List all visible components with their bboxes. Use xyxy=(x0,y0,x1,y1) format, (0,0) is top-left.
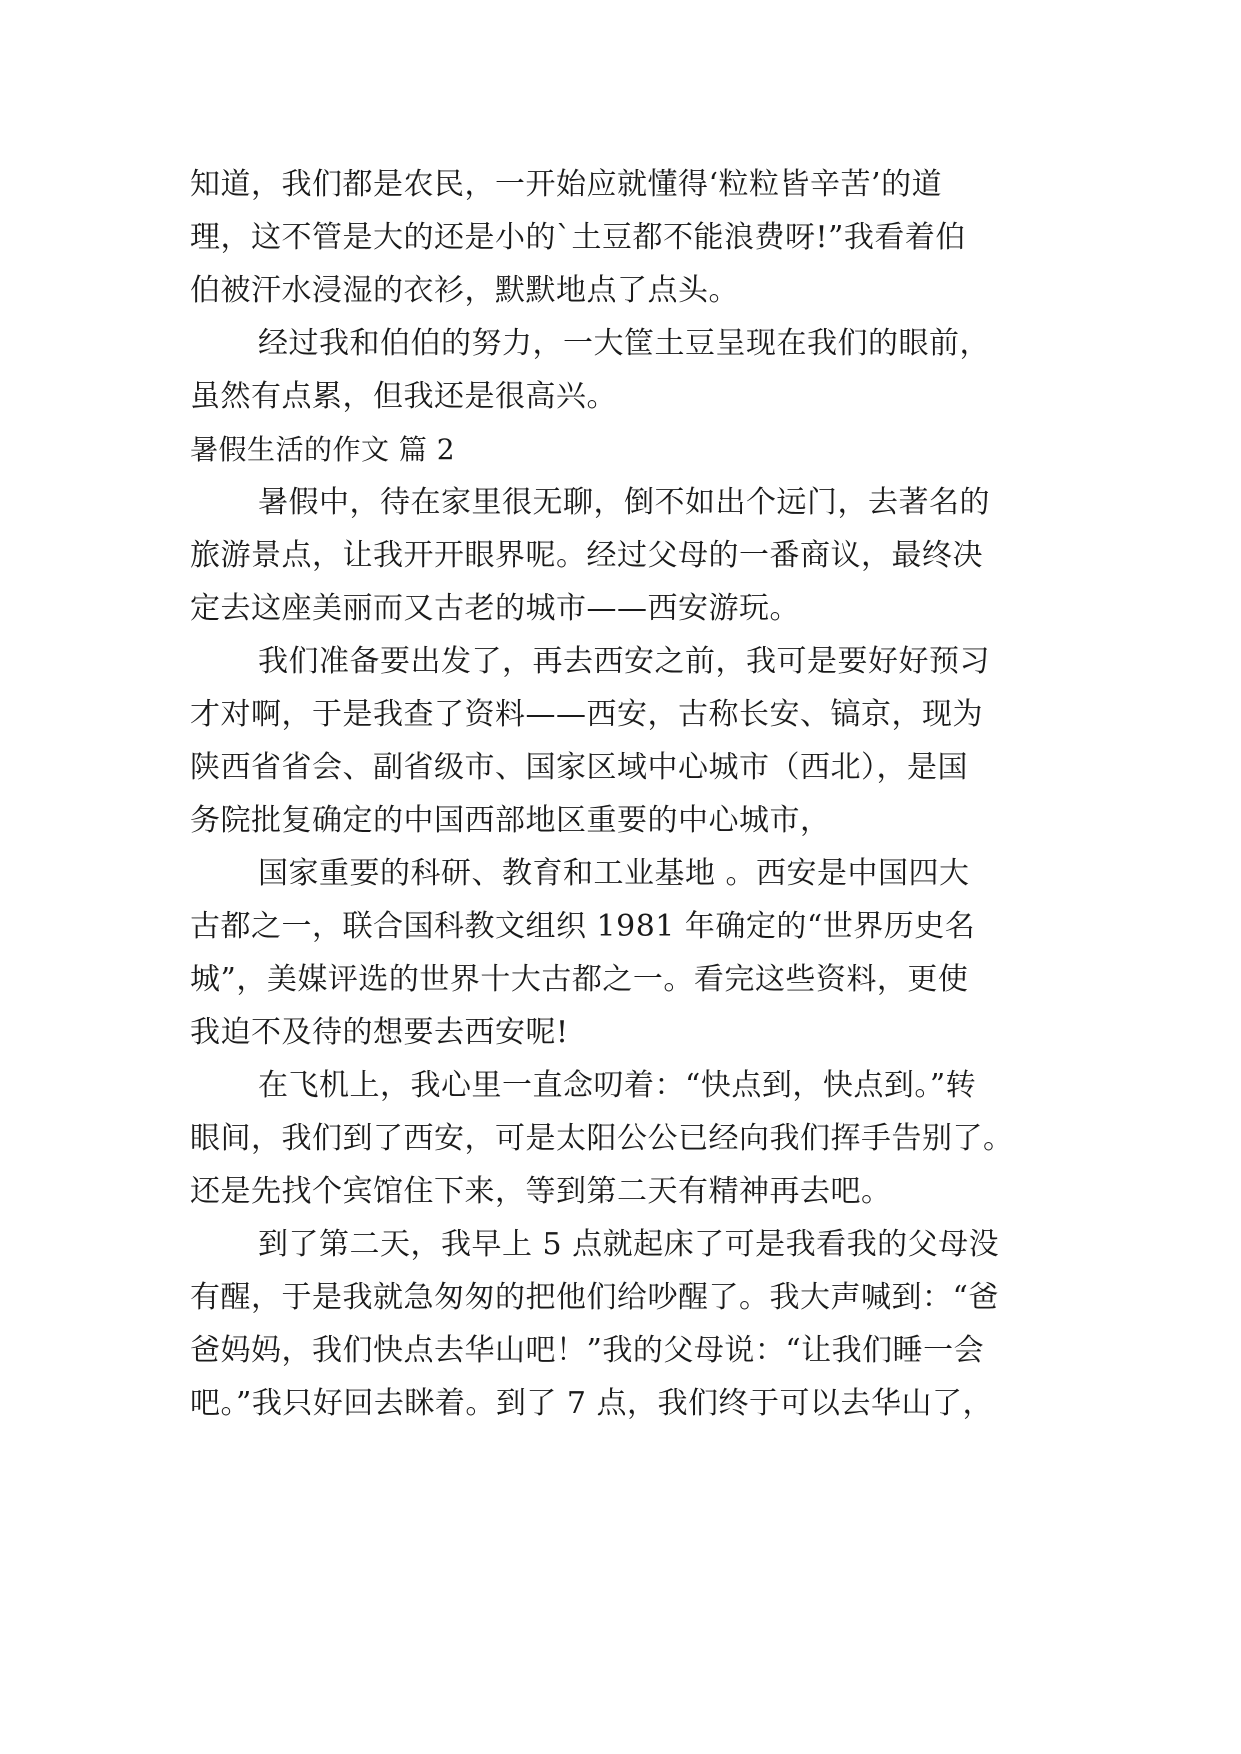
text-line: 还是先找个宾馆住下来，等到第二天有精神再去吧。 xyxy=(190,1174,892,1209)
text-line: 有醒，于是我就急匆匆的把他们给吵醒了。我大声喊到：“爸 xyxy=(190,1280,999,1315)
section-heading: 暑假生活的作文 篇 2 xyxy=(190,433,456,466)
text-line: 旅游景点，让我开开眼界呢。经过父母的一番商议，最终决 xyxy=(190,538,983,573)
document-body xyxy=(190,158,1050,1430)
text-line: 知道，我们都是农民，一开始应就懂得‘粒粒皆辛苦’的道 xyxy=(190,167,943,202)
text-line: 古都之一，联合国科教文组织 1981 年确定的“世界历史名 xyxy=(190,909,976,944)
text-line: 在飞机上，我心里一直念叨着：“快点到，快点到。”转 xyxy=(258,1068,977,1103)
text-line: 定去这座美丽而又古老的城市——西安游玩。 xyxy=(190,591,800,626)
text-line: 务院批复确定的中国西部地区重要的中心城市， xyxy=(190,803,831,838)
text-line: 伯被汗水浸湿的衣衫，默默地点了点头。 xyxy=(190,273,739,308)
text-line: 我迫不及待的想要去西安呢! xyxy=(190,1015,569,1050)
text-line: 才对啊，于是我查了资料——西安，古称长安、镐京，现为 xyxy=(190,697,983,732)
text-line: 吧。”我只好回去眯着。到了 7 点，我们终于可以去华山了， xyxy=(190,1386,993,1421)
text-line: 到了第二天，我早上 5 点就起床了可是我看我的父母没 xyxy=(258,1227,1000,1262)
text-line: 虽然有点累，但我还是很高兴。 xyxy=(190,379,617,414)
text-line: 城”，美媒评选的世界十大古都之一。看完这些资料，更使 xyxy=(190,962,969,997)
text-line: 陕西省省会、副省级市、国家区域中心城市（西北），是国 xyxy=(190,750,968,785)
text-line: 眼间，我们到了西安，可是太阳公公已经向我们挥手告别了。 xyxy=(190,1121,1014,1156)
text-line: 理，这不管是大的还是小的`土豆都不能浪费呀!”我看着伯 xyxy=(190,220,966,255)
text-line: 国家重要的科研、教育和工业基地 。西安是中国四大 xyxy=(258,856,970,891)
text-line: 我们准备要出发了，再去西安之前，我可是要好好预习 xyxy=(258,644,990,679)
text-line: 暑假中，待在家里很无聊，倒不如出个远门，去著名的 xyxy=(258,485,990,520)
text-line: 爸妈妈，我们快点去华山吧！”我的父母说：“让我们睡一会 xyxy=(190,1333,985,1368)
text-line: 经过我和伯伯的努力，一大筐土豆呈现在我们的眼前， xyxy=(258,326,990,361)
